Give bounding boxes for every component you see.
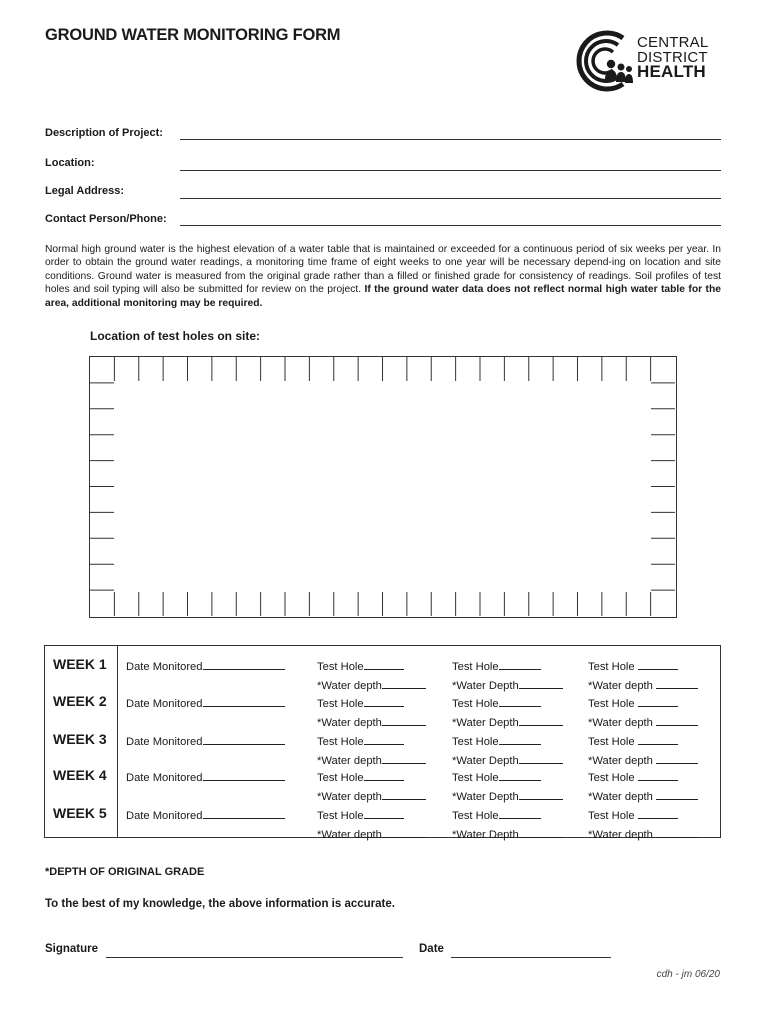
entry-blank[interactable] — [519, 753, 563, 764]
entry-blank[interactable] — [203, 734, 285, 745]
test-hole-cell — [588, 770, 678, 784]
water-depth-label: *Water depth — [317, 680, 382, 692]
location-field[interactable] — [180, 156, 721, 171]
date-monitored-cell — [126, 770, 285, 784]
water-depth-label: *Water Depth — [452, 680, 519, 692]
test-hole-cell — [452, 734, 541, 748]
entry-blank[interactable] — [382, 827, 426, 838]
test-hole-cell — [317, 808, 404, 822]
logo-wordmark — [637, 36, 708, 80]
water-depth-label: *Water Depth — [452, 829, 519, 841]
entry-blank[interactable] — [382, 678, 426, 689]
date-monitored-label: Date Monitored — [126, 810, 203, 822]
date-monitored-label: Date Monitored — [126, 736, 203, 748]
water-depth-label: *Water depth — [317, 717, 382, 729]
legal-address-label: Legal Address: — [45, 185, 125, 197]
entry-blank[interactable] — [519, 827, 563, 838]
water-depth-cell — [317, 715, 426, 729]
date-monitored-label: Date Monitored — [126, 772, 203, 784]
water-depth-cell — [452, 715, 563, 729]
water-depth-label: *Water depth — [588, 791, 656, 803]
test-hole-label: Test Hole — [452, 736, 499, 748]
entry-blank[interactable] — [203, 696, 285, 707]
entry-blank[interactable] — [382, 789, 426, 800]
test-hole-label: Test Hole — [452, 661, 499, 673]
logo-line-district: DISTRICT — [637, 48, 708, 66]
test-hole-label: Test Hole — [317, 736, 364, 748]
signature-label: Signature — [45, 943, 99, 955]
instructions-text: Normal high ground water is the highest elevation of a water table that is maintained or exceeded for a continuous period of six weeks per year. In order to obtain the ground water readings, a monitoring time frame of eight weeks to one year will be necessary depend-ing on location and site conditions. Ground water is measured from the original grade rather than a filled or finished grade for consistency of readings. Soil profiles of test holes and soil typing will also be submitted for review on the project. — [45, 244, 721, 296]
entry-blank[interactable] — [364, 734, 404, 745]
water-depth-cell — [317, 678, 426, 692]
entry-blank[interactable] — [364, 808, 404, 819]
entry-blank[interactable] — [638, 808, 678, 819]
water-depth-cell — [452, 678, 563, 692]
entry-blank[interactable] — [382, 753, 426, 764]
entry-blank[interactable] — [519, 678, 563, 689]
test-hole-label: Test Hole — [317, 772, 364, 784]
entry-blank[interactable] — [203, 808, 285, 819]
test-hole-cell — [317, 770, 404, 784]
test-hole-cell — [588, 734, 678, 748]
test-hole-label: Test Hole — [588, 736, 638, 748]
week-label: WEEK 4 — [53, 767, 107, 783]
entry-blank[interactable] — [364, 659, 404, 670]
contact-person-phone-label: Contact Person/Phone: — [45, 213, 167, 225]
instructions-paragraph — [45, 243, 721, 310]
test-hole-cell — [452, 659, 541, 673]
date-monitored-cell — [126, 659, 285, 673]
entry-blank[interactable] — [203, 770, 285, 781]
water-depth-label: *Water depth — [588, 755, 656, 767]
logo-mark-icon — [571, 30, 635, 92]
entry-blank[interactable] — [656, 789, 698, 800]
water-depth-label: *Water Depth — [452, 755, 519, 767]
water-depth-cell — [317, 753, 426, 767]
test-hole-cell — [452, 808, 541, 822]
instructions-emphasis: If the ground water data does not reflect normal high water table for the area, additional monitoring may be required. — [45, 284, 721, 309]
entry-blank[interactable] — [656, 715, 698, 726]
test-hole-cell — [317, 734, 404, 748]
water-depth-label: *Water depth — [588, 680, 656, 692]
entry-blank[interactable] — [382, 715, 426, 726]
date-monitored-cell — [126, 734, 285, 748]
week-label: WEEK 3 — [53, 731, 107, 747]
entry-blank[interactable] — [638, 734, 678, 745]
week-label: WEEK 2 — [53, 693, 107, 709]
water-depth-cell — [317, 827, 426, 841]
signature-field[interactable] — [106, 944, 403, 958]
entry-blank[interactable] — [499, 808, 541, 819]
test-hole-label: Test Hole — [452, 772, 499, 784]
test-hole-label: Test Hole — [317, 698, 364, 710]
test-hole-cell — [588, 696, 678, 710]
week-column-divider — [117, 646, 118, 837]
water-depth-cell — [588, 827, 698, 841]
entry-blank[interactable] — [638, 770, 678, 781]
test-hole-cell — [452, 696, 541, 710]
test-hole-cell — [452, 770, 541, 784]
water-depth-label: *Water Depth — [452, 717, 519, 729]
entry-blank[interactable] — [656, 753, 698, 764]
legal-address-field[interactable] — [180, 184, 721, 199]
test-hole-cell — [588, 659, 678, 673]
form-revision-code: cdh - jm 06/20 — [656, 969, 720, 980]
date-monitored-cell — [126, 696, 285, 710]
entry-blank[interactable] — [656, 678, 698, 689]
test-hole-cell — [317, 696, 404, 710]
water-depth-cell — [588, 753, 698, 767]
water-depth-label: *Water depth — [317, 791, 382, 803]
water-depth-label: *Water depth — [317, 755, 382, 767]
entry-blank[interactable] — [656, 827, 698, 838]
water-depth-label: *Water depth — [588, 829, 656, 841]
water-depth-cell — [452, 753, 563, 767]
entry-blank[interactable] — [364, 696, 404, 707]
week-label: WEEK 5 — [53, 805, 107, 821]
logo-line-health: HEALTH — [637, 62, 706, 81]
date-monitored-cell — [126, 808, 285, 822]
test-hole-label: Test Hole — [588, 810, 638, 822]
form-title: GROUND WATER MONITORING FORM — [45, 26, 341, 44]
test-hole-label: Test Hole — [452, 810, 499, 822]
test-hole-label: Test Hole — [452, 698, 499, 710]
entry-blank[interactable] — [364, 770, 404, 781]
project-description-field[interactable] — [180, 125, 721, 140]
depth-of-original-grade-note: *DEPTH OF ORIGINAL GRADE — [45, 866, 205, 878]
week-label: WEEK 1 — [53, 656, 107, 672]
water-depth-cell — [452, 827, 563, 841]
grid-tick-marks — [90, 357, 675, 616]
date-field[interactable] — [451, 944, 611, 958]
date-label: Date — [419, 943, 444, 955]
test-hole-label: Test Hole — [588, 772, 638, 784]
entry-blank[interactable] — [499, 734, 541, 745]
entry-blank[interactable] — [499, 696, 541, 707]
water-depth-cell — [452, 789, 563, 803]
entry-blank[interactable] — [499, 659, 541, 670]
test-holes-location-label: Location of test holes on site: — [90, 329, 261, 343]
entry-blank[interactable] — [638, 659, 678, 670]
weekly-monitoring-table — [44, 645, 721, 841]
site-map-grid[interactable] — [89, 356, 677, 618]
test-hole-label: Test Hole — [588, 698, 638, 710]
logo-line-central: CENTRAL — [637, 34, 709, 51]
water-depth-label: *Water depth — [588, 717, 656, 729]
water-depth-cell — [588, 789, 698, 803]
test-hole-label: Test Hole — [317, 661, 364, 673]
entry-blank[interactable] — [499, 770, 541, 781]
contact-person-phone-field[interactable] — [180, 211, 721, 226]
test-hole-cell — [317, 659, 404, 673]
entry-blank[interactable] — [519, 789, 563, 800]
test-hole-label: Test Hole — [317, 810, 364, 822]
water-depth-label: *Water depth — [317, 829, 382, 841]
entry-blank[interactable] — [638, 696, 678, 707]
date-monitored-label: Date Monitored — [126, 698, 203, 710]
location-label: Location: — [45, 157, 95, 169]
entry-blank[interactable] — [519, 715, 563, 726]
water-depth-label: *Water Depth — [452, 791, 519, 803]
test-hole-cell — [588, 808, 678, 822]
water-depth-cell — [588, 715, 698, 729]
certification-statement: To the best of my knowledge, the above information is accurate. — [45, 898, 395, 910]
central-district-health-logo — [571, 30, 721, 92]
project-description-label: Description of Project: — [45, 127, 163, 139]
date-monitored-label: Date Monitored — [126, 661, 203, 673]
test-hole-label: Test Hole — [588, 661, 638, 673]
water-depth-cell — [588, 678, 698, 692]
entry-blank[interactable] — [203, 659, 285, 670]
water-depth-cell — [317, 789, 426, 803]
